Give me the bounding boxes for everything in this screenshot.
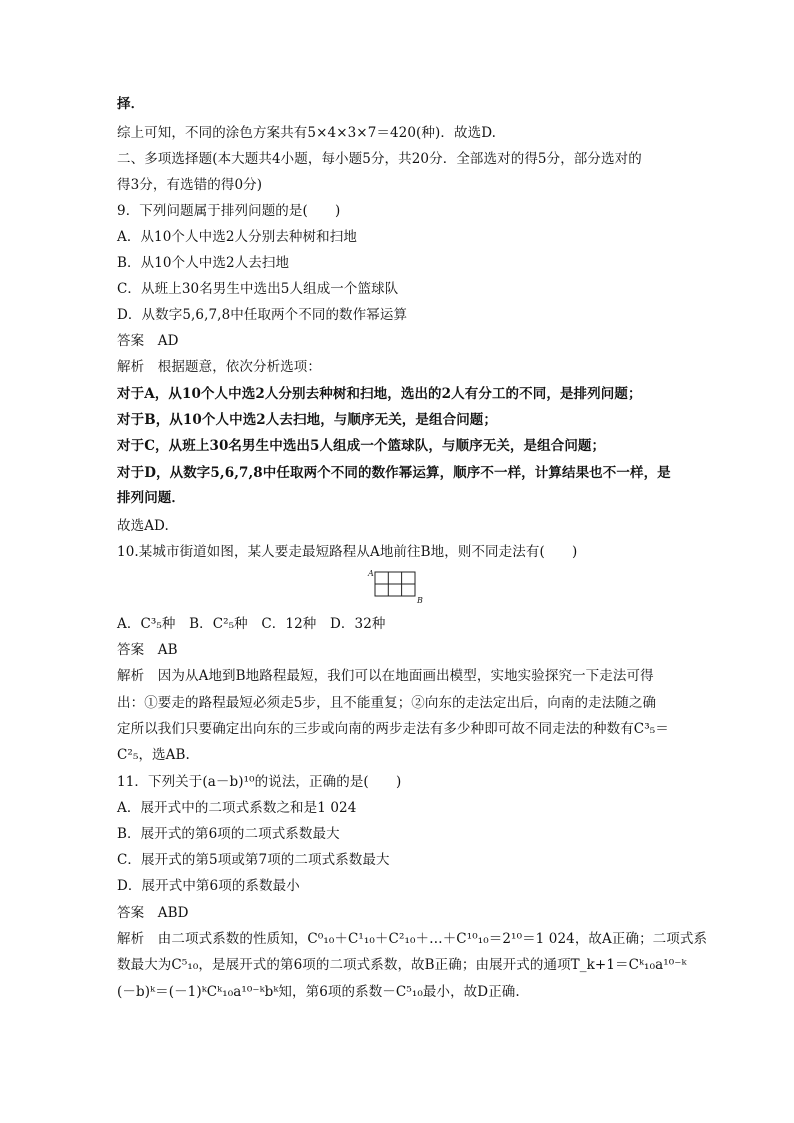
analysis-line: 数最大为C⁵₁₀，是展开式的第6项的二项式系数，故B正确；由展开式的通项T_k+1＝Cᵏ₁₀a¹⁰⁻ᵏ (117, 957, 687, 973)
option-d: D．从数字5,6,7,8中任取两个不同的数作幂运算 (117, 307, 408, 323)
question-11: 11．下列关于(a－b)¹⁰的说法，正确的是( ) (117, 774, 402, 790)
question-10: 10.某城市街道如图，某人要走最短路程从A地前往B地，则不同走法有( ) (117, 544, 578, 560)
analysis-line: C²₅，选AB. (117, 747, 190, 763)
option-c: C．从班上30名男生中选出5人组成一个篮球队 (117, 281, 399, 297)
street-grid-figure (367, 567, 427, 603)
answer-line: 答案 ABD (117, 905, 189, 921)
answer-line: 答案 AB (117, 642, 178, 658)
options-line: A．C³₅种 B．C²₅种 C．12种 D．32种 (117, 616, 386, 632)
text-line: 得3分，有选错的得0分) (117, 177, 263, 193)
point-b-label: B (417, 596, 423, 603)
analysis-line: 定所以我们只要确定出向东的三步或向南的两步走法有多少种即可故不同走法的种数有C³₅＝ (117, 721, 669, 737)
section-heading: 二、多项选择题(本大题共4小题，每小题5分，共20分．全部选对的得5分，部分选对的 (117, 151, 642, 167)
point-a-label: A (368, 569, 374, 578)
analysis-line: 对于D，从数字5,6,7,8中任取两个不同的数作幂运算，顺序不一样，计算结果也不一样，是 (117, 465, 671, 481)
analysis-line: (－b)ᵏ＝(－1)ᵏCᵏ₁₀a¹⁰⁻ᵏbᵏ知，第6项的系数－C⁵₁₀最小，故D正确. (117, 984, 520, 1000)
analysis-line: 解析 因为从A地到B地路程最短，我们可以在地面画出模型，实地实验探究一下走法可得 (117, 668, 654, 684)
analysis-line: 解析 由二项式系数的性质知，C⁰₁₀＋C¹₁₀＋C²₁₀＋…＋C¹⁰₁₀＝2¹⁰＝1 024，故A正确；二项式系 (117, 931, 708, 947)
analysis-line: 对于A，从10个人中选2人分别去种树和扫地，选出的2人有分工的不同，是排列问题； (117, 386, 642, 402)
option-a: A．展开式中的二项式系数之和是1 024 (117, 800, 357, 816)
analysis-line: 出：①要走的路程最短必须走5步，且不能重复；②向东的走法定出后，向南的走法随之确 (117, 695, 657, 711)
text-line: 综上可知，不同的涂色方案共有5×4×3×7＝420(种)．故选D. (117, 125, 497, 141)
analysis-line: 对于B，从10个人中选2人去扫地，与顺序无关，是组合问题； (117, 412, 497, 428)
option-b: B．从10个人中选2人去扫地 (117, 255, 290, 271)
text-line: 择． (117, 96, 145, 112)
answer-line: 答案 AD (117, 333, 179, 349)
question-9: 9．下列问题属于排列问题的是( ) (117, 203, 341, 219)
analysis-line: 排列问题． (117, 490, 185, 506)
option-a: A．从10个人中选2人分别去种树和扫地 (117, 229, 357, 245)
analysis-line: 解析 根据题意，依次分析选项： (117, 359, 321, 375)
option-d: D．展开式中第6项的系数最小 (117, 878, 300, 894)
analysis-line: 对于C，从班上30名男生中选出5人组成一个篮球队，与顺序无关，是组合问题； (117, 438, 606, 454)
option-b: B．展开式的第6项的二项式系数最大 (117, 826, 340, 842)
option-c: C．展开式的第5项或第7项的二项式系数最大 (117, 852, 390, 868)
text-line: 故选AD. (117, 518, 169, 534)
